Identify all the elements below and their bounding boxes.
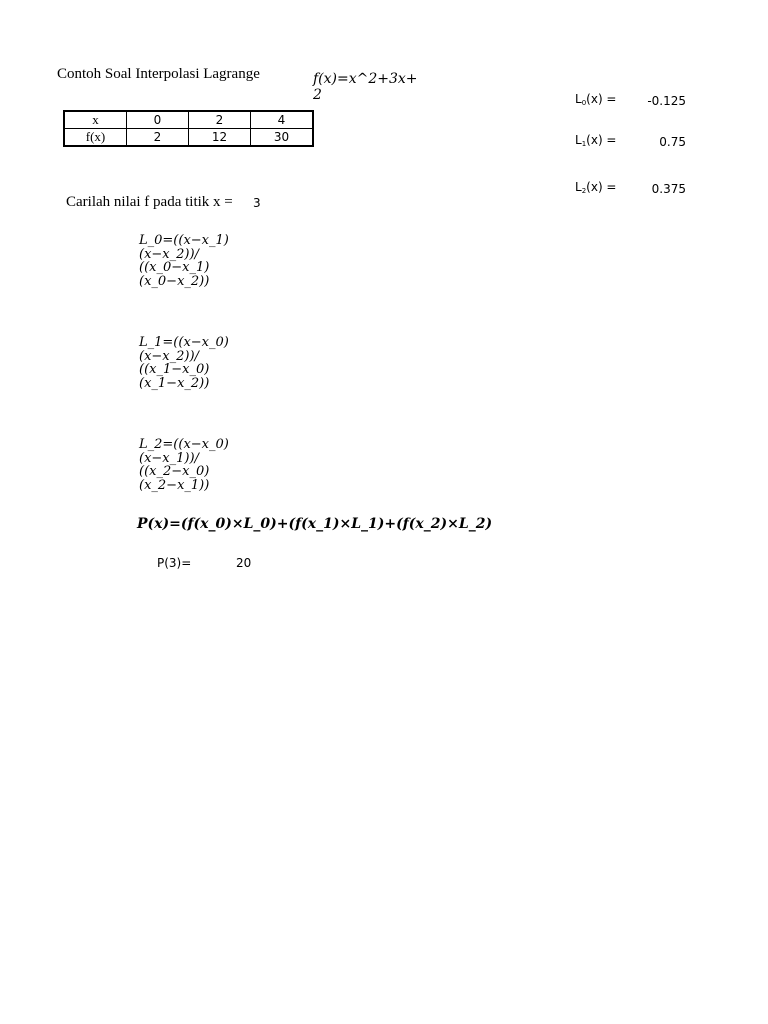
table-cell: 2 <box>189 111 251 129</box>
formula-l1: 𝐿_1=((𝑥−𝑥_0) (𝑥−𝑥_2))/ ((𝑥_1−𝑥_0) (𝑥_1−𝑥_2)) <box>139 335 229 391</box>
table-cell: 12 <box>189 129 251 147</box>
result-value: 20 <box>236 556 252 570</box>
basis-label-l2: $L_2(x)$ = <box>575 180 617 195</box>
formula-l2: 𝐿_2=((𝑥−𝑥_0) (𝑥−𝑥_1))/ ((𝑥_2−𝑥_0) (𝑥_2−𝑥_1)) <box>139 437 229 493</box>
question-x-value: 3 <box>253 196 261 210</box>
basis-label-l0: $L_0(x)$ = <box>575 92 617 107</box>
result-label: P(3)= <box>157 556 192 570</box>
data-table <box>63 110 314 147</box>
table-row <box>64 129 313 147</box>
question-text: Carilah nilai f pada titik x = <box>66 194 233 210</box>
basis-value-l2: 0.375 <box>651 182 686 196</box>
basis-value-l1: 0.75 <box>659 135 686 149</box>
basis-label-l1: $L_1(x)$ = <box>575 133 617 148</box>
formula-l0: 𝐿_0=((𝑥−𝑥_1) (𝑥−𝑥_2))/ ((𝑥_0−𝑥_1) (𝑥_0−𝑥_2)) <box>139 233 229 289</box>
table-cell: 0 <box>127 111 189 129</box>
table-row <box>64 111 313 129</box>
table-cell: 2 <box>127 129 189 147</box>
page-title: Contoh Soal Interpolasi Lagrange <box>57 66 260 82</box>
function-formula: 𝑓(𝑥)=𝑥^2+3𝑥+ 2 <box>313 71 418 103</box>
table-cell: 30 <box>251 129 314 147</box>
table-cell: x <box>64 111 127 129</box>
polynomial-formula: P(x)=(f(x_0)×L_0)+(f(x_1)×L_1)+(f(x_2)×L_2) <box>137 516 493 532</box>
table-cell: 4 <box>251 111 314 129</box>
basis-value-l0: -0.125 <box>647 94 686 108</box>
table-cell: f(x) <box>64 129 127 147</box>
